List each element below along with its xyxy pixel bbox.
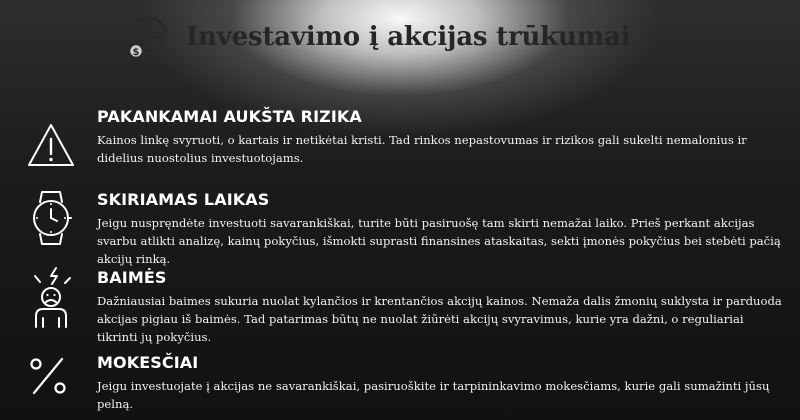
section-title: PAKANKAMAI AUKŠTA RIZIKA [97,107,362,126]
stressed-person-icon [26,266,76,322]
section-text: Jeigu nuspręndėte investuoti savarankiškai, turite būti pasiruošę tam skirti nemažai laiko. Prieš perkant akcijas svarbu atlikti analizę, kainų pokyčius, išmokti suprasti finansines ataskaitas, sekti įmonės pokyčius bei stebėti pačią akcijų rinką. [97,216,781,266]
svg-text:$: $ [132,47,140,58]
section-text: Dažniausiai baimes sukuria nuolat kylančios ir krentančios akcijų kainos. Nemaža dalis žmonių suklysta ir parduoda akcijas pigiau iš baimės. Tad patarimas būtų ne nuolat žiūrėti akcijų svyravimus, kurie yra dažni, o reguliariai tikrinti jų pokyčius. [97,294,782,344]
header [0,10,800,70]
pie-chart-coin-icon [124,14,172,62]
percent-icon [26,357,76,413]
section-title: MOKESČIAI [97,353,199,372]
section-text: Jeigu investuojate į akcijas ne savarankiškai, pasiruoškite ir tarpininkavimo mokesčiams, kurie gali sumažinti jūsų pelną. [97,379,770,411]
section-title: BAIMĖS [97,268,167,287]
warning-triangle-icon [26,121,76,177]
page-title: Investavimo į akcijas trūkumai [186,22,631,52]
wristwatch-icon [26,190,76,246]
section-text: Kainos linkę svyruoti, o kartais ir netikėtai kristi. Tad rinkos nepastovumas ir rizikos gali sukelti nemalonius ir didelius nuostolius investuotojams. [97,133,747,165]
section-title: SKIRIAMAS LAIKAS [97,190,270,209]
